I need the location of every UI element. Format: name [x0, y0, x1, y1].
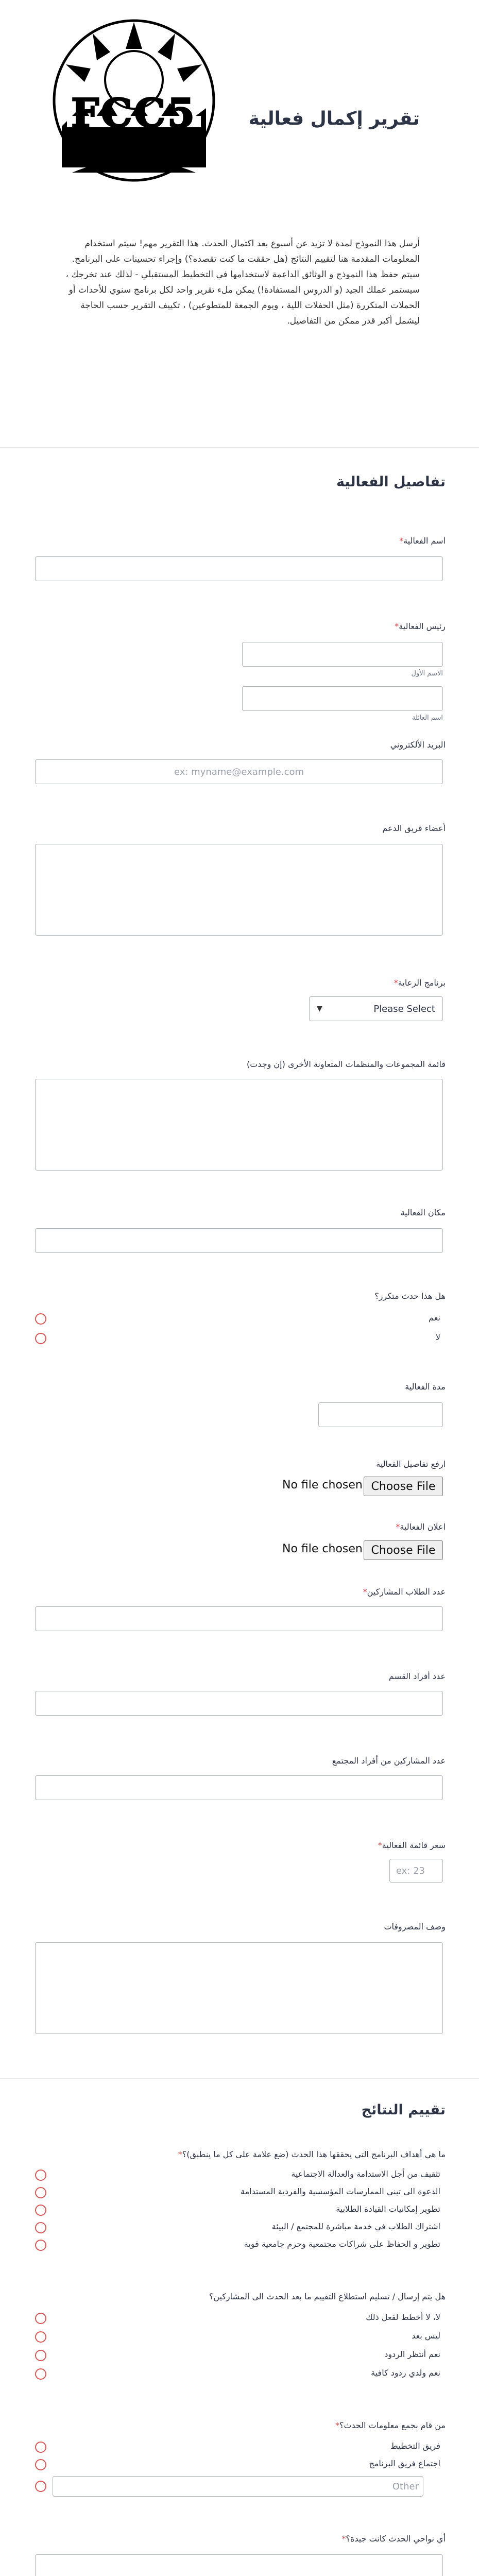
attach-choose-file-button[interactable]: Choose File — [364, 1477, 443, 1496]
sponsor-label: برنامج الرعاية* — [394, 978, 446, 988]
attach-label: ارفع تفاصيل الفعالية — [376, 1459, 446, 1469]
email-label: البريد الألكتروني — [390, 740, 446, 750]
goals-option: تثقيف من أجل الاستدامة والعدالة الاجتماعية — [291, 2169, 440, 2179]
form-description: أرسل هذا النموذج لمدة لا تزيد عن أسبوع بعد اكتمال الحدث. هذا التقرير مهم! سيتم استخدام المعلومات المقدمة هنا لتقييم النتائج (هل حققت ما كنت تقصده؟) وإجراء تحسينات على البرنامج. سيتم حفظ هذا النموذج و الوثائق الداعمة لاستخدامها في التخطيط المستقبلي - لذلك عند تخرجك ، سيستمر عملك الجيد (و الدروس المستفادة!) يمكن ملء تقرير واحد لكل برنامج سنوي للأحداث أو الحملات المتكررة (مثل الحفلات اللية ، ويوم الجمعة للمتطوعين) ، تكييف التقرير حسب الحاجة ليشمل أكبر قدر ممكن من التفاصيل. — [65, 239, 420, 326]
orgs-label: قائمة المجموعات والمنظمات المتعاونة الأخرى (إن وجدت) — [247, 1059, 446, 1069]
dept-input[interactable] — [35, 1691, 443, 1716]
survey-radio[interactable] — [35, 2313, 46, 2324]
section-divider — [0, 2078, 479, 2079]
goals-checkbox[interactable] — [35, 2187, 46, 2198]
logo-text: FCC5 — [71, 90, 197, 136]
dept-label: عدد أفراد القسم — [388, 1671, 446, 1681]
info-other-input[interactable] — [53, 2476, 423, 2497]
recurring-option-yes: نعم — [429, 1313, 440, 1323]
ad-label: اعلان الفعالية* — [396, 1522, 446, 1532]
community-label: عدد المشاركين من أفراد المجتمع — [332, 1756, 446, 1766]
good-label: أي نواحي الحدث كانت جيدة؟* — [341, 2534, 446, 2544]
attach-file-status: No file chosen — [282, 1479, 363, 1492]
info-label: من قام بجمع معلومات الحدث؟* — [335, 2420, 446, 2430]
duration-input[interactable] — [318, 1402, 443, 1427]
event-name-input[interactable] — [35, 556, 443, 581]
email-input[interactable] — [35, 759, 443, 784]
section-title-evaluation: تقييم النتائج — [361, 2102, 446, 2118]
survey-option: ليس بعد — [412, 2331, 440, 2341]
sponsor-select[interactable] — [309, 996, 443, 1021]
last-name-sublabel: اسم العائلة — [412, 714, 443, 722]
expenses-textarea[interactable] — [35, 1942, 443, 2034]
first-name-sublabel: الاسم الأول — [411, 670, 443, 677]
team-label: أعضاء فريق الدعم — [382, 823, 446, 833]
community-input[interactable] — [35, 1775, 443, 1800]
goals-option: الدعوة الى تبني الممارسات المؤسسية والفردية المستدامة — [240, 2187, 440, 2196]
recurring-label: هل هذا حدث متكرر؟ — [374, 1291, 446, 1301]
students-input[interactable] — [35, 1606, 443, 1631]
info-other-checkbox[interactable] — [35, 2481, 46, 2492]
survey-radio[interactable] — [35, 2350, 46, 2361]
page-title: تقرير إكمال فعالية — [248, 108, 420, 129]
goals-checkbox[interactable] — [35, 2240, 46, 2251]
ad-choose-file-button[interactable]: Choose File — [364, 1540, 443, 1560]
students-label: عدد الطلاب المشاركين* — [363, 1587, 446, 1597]
goals-option: اشتراك الطلاب في خدمة مباشرة للمجتمع / البيئة — [271, 2222, 440, 2231]
info-checkbox[interactable] — [35, 2459, 46, 2470]
goals-label: ما هي أهداف البرنامج التي يحققها هذا الحدث (ضع علامة على كل ما ينطبق)؟* — [178, 2149, 446, 2159]
cost-input[interactable] — [389, 1859, 443, 1883]
cost-label: سعر قائمة الفعالية* — [378, 1840, 446, 1850]
goals-checkbox[interactable] — [35, 2222, 46, 2233]
recurring-radio-no[interactable] — [35, 1333, 46, 1344]
info-option: اجتماع فريق البرنامج — [369, 2459, 440, 2468]
survey-option: لا، لا أخطط لفعل ذلك — [366, 2312, 440, 2322]
location-input[interactable] — [35, 1228, 443, 1253]
survey-label: هل يتم إرسال / تسليم استطلاع التقييم ما بعد الحدث الى المشاركين؟ — [209, 2292, 446, 2301]
first-name-input[interactable] — [242, 642, 443, 667]
goals-checkbox[interactable] — [35, 2205, 46, 2216]
form-logo — [52, 18, 216, 183]
info-option: فريق التخطيط — [390, 2441, 440, 2451]
team-textarea[interactable] — [35, 844, 443, 936]
expenses-label: وصف المصروفات — [384, 1922, 446, 1931]
survey-radio[interactable] — [35, 2331, 46, 2343]
sponsor-select-value: Please Select — [373, 1003, 435, 1014]
head-label: رئيس الفعالية* — [395, 621, 446, 631]
recurring-option-no: لا — [435, 1332, 440, 1342]
survey-radio[interactable] — [35, 2368, 46, 2380]
goals-option: تطوير إمكانيات القيادة الطلابية — [336, 2204, 440, 2214]
orgs-textarea[interactable] — [35, 1079, 443, 1171]
goals-checkbox[interactable] — [35, 2170, 46, 2181]
survey-option: نعم ولدي ردود كافية — [371, 2368, 440, 2378]
recurring-radio-yes[interactable] — [35, 1313, 46, 1325]
section-title-details: تفاصيل الفعالية — [336, 474, 446, 490]
section-divider — [0, 447, 479, 448]
location-label: مكان الفعالية — [400, 1208, 446, 1217]
last-name-input[interactable] — [242, 686, 443, 711]
info-checkbox[interactable] — [35, 2442, 46, 2453]
survey-option: نعم أنتظر الردود — [384, 2349, 440, 2359]
duration-label: مدة الفعالية — [405, 1382, 446, 1392]
ad-file-status: No file chosen — [282, 1543, 363, 1555]
event-name-label: اسم الفعالية* — [399, 536, 446, 546]
goals-option: تطوير و الحفاظ على شراكات مجتمعية وحرم جامعية قوية — [244, 2239, 440, 2249]
dropdown-arrow-icon: ▼ — [317, 1005, 322, 1013]
good-textarea[interactable] — [35, 2554, 443, 2576]
